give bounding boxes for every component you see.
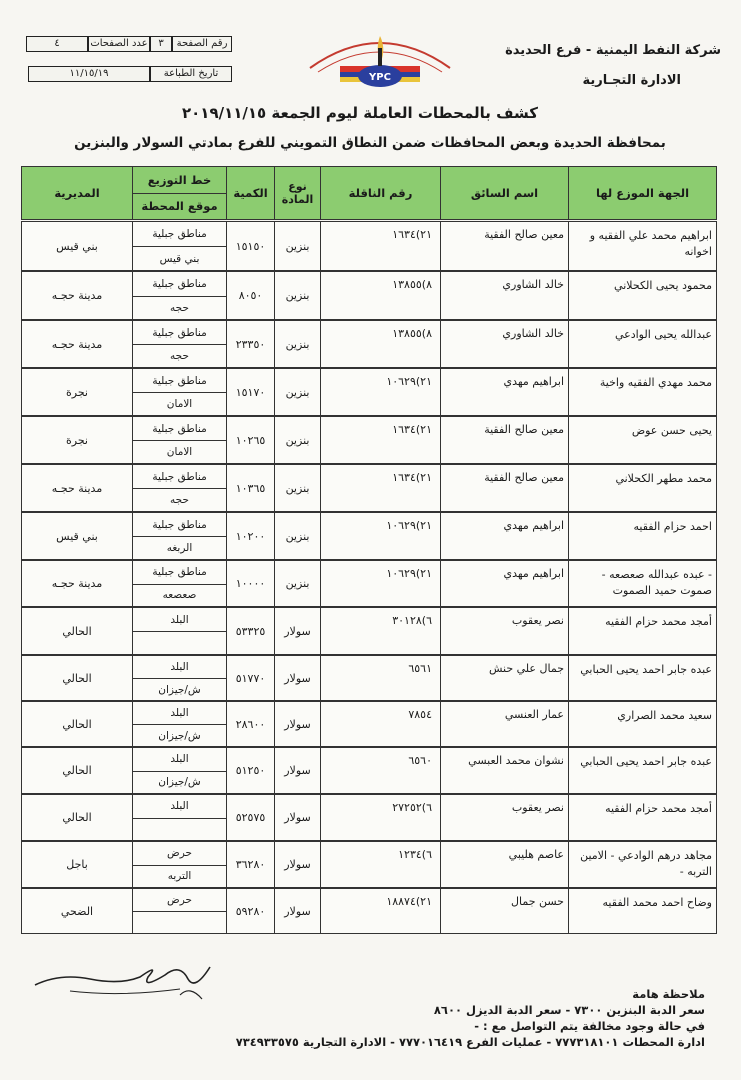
cell-station-location bbox=[133, 631, 226, 654]
cell-line bbox=[132, 748, 226, 793]
cell-station-location: الربغه bbox=[133, 536, 226, 559]
page-number-label: رقم الصفحة bbox=[172, 36, 232, 52]
cell-quantity: ١٠٣٦٥ bbox=[226, 465, 274, 511]
cell-driver: خالد الشاوري bbox=[440, 321, 568, 367]
cell-plate: ٦٥٦٠ bbox=[320, 748, 440, 793]
cell-line-name: حرض bbox=[167, 894, 192, 906]
cell-distributor: محمد مهدي الفقيه واخية bbox=[568, 369, 716, 415]
cell-line bbox=[132, 608, 226, 654]
company-logo bbox=[290, 28, 470, 100]
cell-station-location: حجه bbox=[133, 344, 226, 367]
notes-price-line: سعر الدبة البنزين ٧٣٠٠ - سعر الدبة الديزل ٨٦٠٠ bbox=[433, 1003, 705, 1017]
cell-quantity: ٥٩٢٨٠ bbox=[226, 889, 274, 933]
cell-type: بنزين bbox=[274, 417, 320, 463]
cell-station-location bbox=[133, 911, 226, 933]
cell-type: سولار bbox=[274, 608, 320, 654]
table-row bbox=[21, 607, 717, 655]
cell-plate: ٦)١٢٣٤ bbox=[320, 842, 440, 887]
cell-plate: ٢١)١٨٨٧٤ bbox=[320, 889, 440, 933]
header-quantity: الكمية bbox=[226, 167, 274, 219]
cell-type: سولار bbox=[274, 795, 320, 840]
cell-type: بنزين bbox=[274, 222, 320, 270]
cell-driver: ابراهيم مهدي bbox=[440, 513, 568, 559]
cell-plate: ٨)١٣٨٥٥ bbox=[320, 272, 440, 319]
cell-station-location bbox=[133, 818, 226, 841]
cell-line-name: البلد bbox=[170, 707, 189, 719]
cell-directorate: نجرة bbox=[66, 433, 88, 447]
table-row bbox=[21, 841, 717, 888]
notes-section bbox=[145, 986, 705, 1050]
cell-driver: ابراهيم مهدي bbox=[440, 369, 568, 415]
table-row bbox=[21, 271, 717, 320]
cell-line-name: مناطق جبلية bbox=[152, 374, 207, 387]
print-date-label: تاريخ الطباعة bbox=[150, 66, 232, 82]
cell-station-location: الامان bbox=[133, 440, 226, 463]
company-header bbox=[501, 36, 721, 96]
page-subtitle: بمحافظة الحديدة وبعض المحافظات ضمن النطاق التمويني للفرع بمادتي السولار والبنزين bbox=[74, 135, 666, 151]
cell-line-name: حرض bbox=[167, 847, 192, 860]
page-count-label: عدد الصفحات bbox=[88, 36, 150, 52]
cell-directorate: الحالي bbox=[62, 624, 92, 638]
cell-plate: ٢١)١٠٦٢٩ bbox=[320, 513, 440, 559]
cell-directorate: الحالي bbox=[62, 764, 92, 777]
cell-line bbox=[132, 321, 226, 367]
cell-station-location: الامان bbox=[133, 392, 226, 415]
header-line bbox=[132, 167, 226, 219]
cell-distributor: عبده جابر احمد يحيى الحبابي bbox=[568, 656, 716, 700]
cell-directorate: الحالي bbox=[62, 811, 92, 824]
cell-directorate: الحالي bbox=[62, 671, 92, 685]
cell-line-name: البلد bbox=[170, 753, 189, 766]
logo-text: YPC bbox=[369, 72, 391, 83]
page-number-value: ٣ bbox=[150, 36, 172, 52]
cell-line bbox=[132, 795, 226, 840]
department-name: الادارة التجـارية bbox=[582, 73, 681, 88]
cell-directorate: مدينة حجـه bbox=[51, 337, 103, 351]
cell-quantity: ٣٦٢٨٠ bbox=[226, 842, 274, 887]
page-count-value: ٤ bbox=[26, 36, 88, 52]
cell-line-name: البلد bbox=[170, 800, 189, 813]
cell-distributor: محمود يحيى الكحلاني bbox=[568, 272, 716, 319]
cell-line bbox=[132, 513, 226, 559]
cell-quantity: ٥١٢٥٠ bbox=[226, 748, 274, 793]
table-row bbox=[21, 368, 717, 416]
table-row bbox=[21, 320, 717, 368]
meta-box bbox=[20, 36, 232, 96]
company-name: شركة النفط اليمنية - فرع الحديدة bbox=[505, 43, 721, 58]
cell-driver: عاصم هليبي bbox=[440, 842, 568, 887]
cell-line-name: مناطق جبلية bbox=[152, 518, 207, 531]
cell-directorate: نجرة bbox=[66, 385, 88, 399]
header-line-bottom: موقع المحطة bbox=[133, 193, 226, 219]
cell-line bbox=[132, 702, 226, 746]
cell-driver: معين صالح الفقية bbox=[440, 417, 568, 463]
cell-distributor: أمجد محمد حزام الفقيه bbox=[568, 795, 716, 840]
cell-distributor: محمد مطهر الكحلاني bbox=[568, 465, 716, 511]
cell-plate: ٢١)١٠٦٢٩ bbox=[320, 561, 440, 606]
cell-driver: حسن جمال bbox=[440, 889, 568, 933]
cell-plate: ٨)١٣٨٥٥ bbox=[320, 321, 440, 367]
cell-station-location: التربه bbox=[133, 865, 226, 888]
cell-directorate: الضحي bbox=[60, 904, 94, 918]
cell-station-location: حجه bbox=[133, 296, 226, 320]
meta-row-pages bbox=[20, 36, 232, 52]
header-directorate: المديرية bbox=[54, 186, 100, 200]
cell-station-location: حجه bbox=[133, 488, 226, 511]
cell-driver: معين صالح الفقية bbox=[440, 222, 568, 270]
cell-distributor: عبده جابر احمد يحيى الحبابي bbox=[568, 748, 716, 793]
cell-distributor: سعيد محمد الصراري bbox=[568, 702, 716, 746]
header-distributor: الجهة الموزع لها bbox=[568, 167, 716, 219]
cell-directorate: مدينة حجـه bbox=[51, 289, 103, 302]
cell-line bbox=[132, 561, 226, 606]
cell-plate: ٦)٣٠١٢٨ bbox=[320, 608, 440, 654]
notes-heading: ملاحظة هامة bbox=[632, 987, 705, 1001]
cell-line-name: مناطق جبلية bbox=[152, 566, 207, 579]
cell-type: سولار bbox=[274, 842, 320, 887]
cell-quantity: ١٥١٥٠ bbox=[226, 222, 274, 270]
cell-line bbox=[132, 222, 226, 270]
cell-line-name: مناطق جبلية bbox=[152, 470, 207, 483]
cell-driver: نصر يعقوب bbox=[440, 608, 568, 654]
cell-directorate: الحالي bbox=[62, 717, 92, 731]
cell-quantity: ٨٠٥٠ bbox=[226, 272, 274, 319]
table-row bbox=[21, 794, 717, 841]
cell-distributor: مجاهد درهم الوادعي - الامين التربه - bbox=[568, 842, 716, 887]
cell-line bbox=[132, 272, 226, 319]
cell-plate: ٢١)١٦٣٤ bbox=[320, 417, 440, 463]
table-row bbox=[21, 560, 717, 607]
cell-quantity: ١٠٢٠٠ bbox=[226, 513, 274, 559]
cell-type: سولار bbox=[274, 889, 320, 933]
cell-line-name: البلد bbox=[170, 661, 189, 673]
cell-station-location: صعصعه bbox=[133, 584, 226, 607]
table-row bbox=[21, 416, 717, 464]
cell-type: بنزين bbox=[274, 465, 320, 511]
cell-line-name: مناطق جبلية bbox=[152, 277, 207, 290]
cell-quantity: ١٠٠٠٠ bbox=[226, 561, 274, 606]
cell-line bbox=[132, 369, 226, 415]
cell-type: بنزين bbox=[274, 513, 320, 559]
cell-line bbox=[132, 889, 226, 933]
notes-contact-line: في حالة وجود مخالفة يتم التواصل مع : - bbox=[474, 1019, 705, 1033]
cell-plate: ٧٨٥٤ bbox=[320, 702, 440, 746]
cell-distributor: ابراهيم محمد علي الفقيه و اخوانه bbox=[568, 222, 716, 270]
cell-distributor: وضاح احمد محمد الفقيه bbox=[568, 889, 716, 933]
header-type: نوع المادة bbox=[274, 167, 320, 219]
cell-line-name: البلد bbox=[170, 613, 189, 626]
cell-directorate: باجل bbox=[66, 858, 88, 871]
cell-quantity: ١٥١٧٠ bbox=[226, 369, 274, 415]
cell-quantity: ٥٣٣٢٥ bbox=[226, 608, 274, 654]
cell-driver: خالد الشاوري bbox=[440, 272, 568, 319]
cell-directorate: مدينة حجـه bbox=[51, 577, 103, 590]
cell-line bbox=[132, 417, 226, 463]
cell-type: بنزين bbox=[274, 321, 320, 367]
cell-quantity: ١٠٢٦٥ bbox=[226, 417, 274, 463]
cell-line-name: مناطق جبلية bbox=[152, 228, 207, 240]
cell-type: سولار bbox=[274, 656, 320, 700]
cell-driver: ابراهيم مهدي bbox=[440, 561, 568, 606]
cell-directorate: بني قيس bbox=[56, 529, 98, 543]
table-row bbox=[21, 464, 717, 512]
cell-type: سولار bbox=[274, 748, 320, 793]
table-header bbox=[21, 166, 717, 220]
cell-quantity: ٥١٧٧٠ bbox=[226, 656, 274, 700]
cell-plate: ٢١)١٦٣٤ bbox=[320, 222, 440, 270]
table-row bbox=[21, 512, 717, 560]
table-row bbox=[21, 747, 717, 794]
cell-station-location: ش/جيزان bbox=[133, 771, 226, 794]
cell-line bbox=[132, 842, 226, 887]
cell-driver: نشوان محمد العبسي bbox=[440, 748, 568, 793]
print-date-value: ١١/١٥/١٩ bbox=[28, 66, 150, 82]
cell-plate: ٢١)١٠٦٢٩ bbox=[320, 369, 440, 415]
cell-plate: ٦٥٦١ bbox=[320, 656, 440, 700]
table-row bbox=[21, 701, 717, 747]
cell-quantity: ٢٣٣٥٠ bbox=[226, 321, 274, 367]
cell-type: سولار bbox=[274, 702, 320, 746]
cell-type: بنزين bbox=[274, 369, 320, 415]
cell-line bbox=[132, 465, 226, 511]
cell-type: بنزين bbox=[274, 561, 320, 606]
table-row bbox=[21, 221, 717, 271]
cell-distributor: يحيى حسن عوض bbox=[568, 417, 716, 463]
cell-line-name: مناطق جبلية bbox=[152, 422, 207, 435]
ypc-logo-icon bbox=[290, 28, 470, 100]
table-row bbox=[21, 888, 717, 934]
cell-station-location: ش/جيزان bbox=[133, 678, 226, 700]
cell-line-name: مناطق جبلية bbox=[152, 326, 207, 339]
header-driver: اسم السائق bbox=[440, 167, 568, 219]
cell-directorate: بني قيس bbox=[56, 239, 98, 253]
table-row bbox=[21, 655, 717, 701]
cell-type: بنزين bbox=[274, 272, 320, 319]
header-line-top: خط التوزيع bbox=[147, 172, 212, 187]
cell-line bbox=[132, 656, 226, 700]
cell-quantity: ٢٨٦٠٠ bbox=[226, 702, 274, 746]
page-title: كشف بالمحطات العاملة ليوم الجمعة ٢٠١٩/١١/١٥ bbox=[182, 104, 538, 122]
header-plate: رقم الناقلة bbox=[320, 167, 440, 219]
meta-row-date bbox=[20, 66, 232, 82]
cell-driver: معين صالح الفقية bbox=[440, 465, 568, 511]
cell-driver: نصر يعقوب bbox=[440, 795, 568, 840]
cell-distributor: - عبده عبدالله صعصعه - صموت حميد الصموت bbox=[568, 561, 716, 606]
cell-distributor: أمجد محمد حزام الفقيه bbox=[568, 608, 716, 654]
cell-plate: ٦)٢٧٢٥٢ bbox=[320, 795, 440, 840]
cell-driver: عمار العنسي bbox=[440, 702, 568, 746]
cell-distributor: عبدالله يحيى الوادعي bbox=[568, 321, 716, 367]
cell-station-location: بني قيس bbox=[133, 246, 226, 270]
cell-plate: ٢١)١٦٣٤ bbox=[320, 465, 440, 511]
cell-quantity: ٥٢٥٧٥ bbox=[226, 795, 274, 840]
cell-station-location: ش/جيزان bbox=[133, 724, 226, 746]
notes-phones-line: ادارة المحطات ٧٧٧٣١٨١٠١ - عمليات الفرع ٧٧٧٠١٦٤١٩ - الادارة التجارية ٧٣٤٩٣٣٥٧٥ bbox=[235, 1035, 705, 1049]
cell-directorate: مدينة حجـه bbox=[51, 481, 103, 495]
cell-driver: جمال علي حنش bbox=[440, 656, 568, 700]
cell-distributor: احمد حزام الفقيه bbox=[568, 513, 716, 559]
